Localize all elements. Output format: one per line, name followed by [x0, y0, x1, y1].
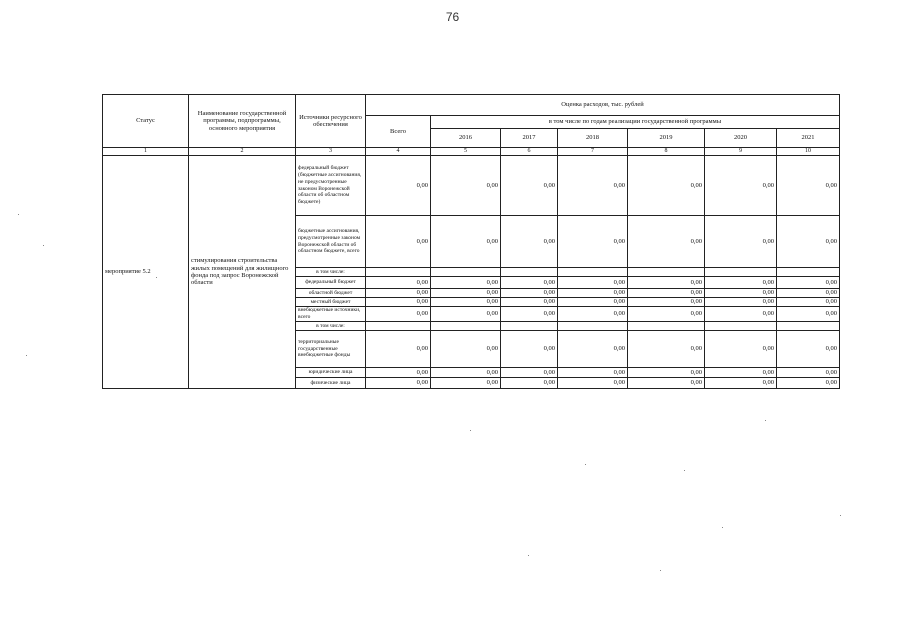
- column-number: 10: [777, 148, 840, 156]
- value-cell: 0,00: [705, 298, 777, 307]
- value-cell: 0,00: [431, 156, 501, 216]
- value-cell: 0,00: [431, 307, 501, 322]
- value-cell: 0,00: [777, 368, 840, 378]
- value-cell: 0,00: [705, 289, 777, 298]
- scan-speck: [684, 470, 685, 471]
- column-number: 7: [558, 148, 628, 156]
- scan-speck: [43, 245, 44, 246]
- header-year: 2020: [705, 129, 777, 148]
- value-cell: [431, 268, 501, 277]
- column-number: 5: [431, 148, 501, 156]
- value-cell: [501, 268, 558, 277]
- header-sources: Источники ресурсного обеспечения: [296, 95, 366, 148]
- value-total: 0,00: [366, 298, 431, 307]
- scan-speck: [722, 527, 723, 528]
- value-cell: 0,00: [558, 156, 628, 216]
- value-cell: 0,00: [501, 216, 558, 268]
- header-estimate: Оценка расходов, тыс. рублей: [366, 95, 840, 116]
- value-cell: 0,00: [431, 216, 501, 268]
- header-year: 2019: [628, 129, 705, 148]
- value-total: 0,00: [366, 156, 431, 216]
- value-cell: 0,00: [628, 277, 705, 289]
- header-status: Статус: [103, 95, 189, 148]
- source-cell: федеральный бюджет: [296, 277, 366, 289]
- value-cell: 0,00: [705, 378, 777, 389]
- value-cell: 0,00: [431, 378, 501, 389]
- value-cell: 0,00: [558, 289, 628, 298]
- value-cell: 0,00: [501, 277, 558, 289]
- value-cell: [705, 322, 777, 331]
- source-cell: в том числе:: [296, 268, 366, 277]
- source-cell: физические лица: [296, 378, 366, 389]
- value-cell: 0,00: [558, 277, 628, 289]
- header-year: 2017: [501, 129, 558, 148]
- value-cell: 0,00: [431, 331, 501, 368]
- value-cell: 0,00: [558, 331, 628, 368]
- value-cell: 0,00: [628, 331, 705, 368]
- value-cell: 0,00: [628, 307, 705, 322]
- value-cell: 0,00: [628, 298, 705, 307]
- row-name: стимулирования строительства жилых помещений для жилищного фонда под запрос Воронежской области: [189, 156, 296, 389]
- value-cell: 0,00: [431, 298, 501, 307]
- scan-speck: [585, 464, 586, 465]
- header-by-years: в том числе по годам реализации государственной программы: [431, 116, 840, 129]
- value-cell: 0,00: [558, 368, 628, 378]
- value-cell: 0,00: [501, 378, 558, 389]
- source-cell: внебюджетные источники, всего: [296, 307, 366, 322]
- value-cell: [431, 322, 501, 331]
- value-cell: 0,00: [777, 378, 840, 389]
- table-row: [103, 156, 840, 216]
- scan-speck: [470, 430, 471, 431]
- value-total: 0,00: [366, 331, 431, 368]
- value-cell: 0,00: [501, 331, 558, 368]
- value-cell: 0,00: [705, 307, 777, 322]
- value-cell: 0,00: [628, 156, 705, 216]
- value-cell: 0,00: [558, 298, 628, 307]
- value-cell: 0,00: [777, 289, 840, 298]
- source-cell: территориальные государственные внебюджетные фонды: [296, 331, 366, 368]
- column-number: 6: [501, 148, 558, 156]
- value-cell: 0,00: [628, 368, 705, 378]
- header-total: Всего: [366, 116, 431, 148]
- value-cell: [501, 322, 558, 331]
- value-cell: 0,00: [705, 368, 777, 378]
- value-cell: 0,00: [705, 331, 777, 368]
- header-year: 2016: [431, 129, 501, 148]
- value-cell: 0,00: [558, 307, 628, 322]
- value-cell: 0,00: [777, 331, 840, 368]
- value-cell: 0,00: [501, 298, 558, 307]
- scan-speck: [660, 570, 661, 571]
- source-cell: областной бюджет: [296, 289, 366, 298]
- value-cell: 0,00: [705, 277, 777, 289]
- page-number: 76: [445, 10, 460, 24]
- value-cell: 0,00: [501, 289, 558, 298]
- value-cell: 0,00: [431, 289, 501, 298]
- header-name: Наименование государственной программы, подпрограммы, основного мероприятия: [189, 95, 296, 148]
- column-number-row: [103, 148, 840, 156]
- column-number: 1: [103, 148, 189, 156]
- column-number: 2: [189, 148, 296, 156]
- source-cell: местный бюджет: [296, 298, 366, 307]
- value-cell: 0,00: [777, 277, 840, 289]
- value-cell: 0,00: [628, 216, 705, 268]
- value-cell: 0,00: [431, 277, 501, 289]
- scan-speck: [26, 355, 27, 356]
- value-cell: 0,00: [628, 289, 705, 298]
- value-total: [366, 322, 431, 331]
- value-cell: 0,00: [628, 378, 705, 389]
- value-total: 0,00: [366, 277, 431, 289]
- value-cell: [777, 322, 840, 331]
- column-number: 4: [366, 148, 431, 156]
- value-cell: [558, 268, 628, 277]
- column-number: 3: [296, 148, 366, 156]
- scan-speck: [840, 515, 841, 516]
- source-cell: бюджетные ассигнования, предусмотренные законом Воронежской области об областном бюджете, всего: [296, 216, 366, 268]
- column-number: 8: [628, 148, 705, 156]
- scan-speck: [765, 420, 766, 421]
- value-cell: 0,00: [777, 298, 840, 307]
- scan-speck: [528, 555, 529, 556]
- value-total: 0,00: [366, 289, 431, 298]
- value-cell: 0,00: [558, 216, 628, 268]
- value-total: 0,00: [366, 307, 431, 322]
- budget-table: [102, 94, 840, 389]
- source-cell: федеральный бюджет (бюджетные ассигнования, не предусмотренные законом Воронежской области об областном бюджете): [296, 156, 366, 216]
- value-cell: 0,00: [431, 368, 501, 378]
- value-total: [366, 268, 431, 277]
- value-cell: 0,00: [501, 307, 558, 322]
- header-row-1: [103, 95, 840, 116]
- header-year: 2018: [558, 129, 628, 148]
- scan-speck: [18, 214, 19, 215]
- value-cell: 0,00: [558, 378, 628, 389]
- value-total: 0,00: [366, 378, 431, 389]
- value-cell: [628, 268, 705, 277]
- value-cell: 0,00: [705, 216, 777, 268]
- value-cell: 0,00: [777, 307, 840, 322]
- scan-speck: [156, 277, 157, 278]
- source-cell: юридические лица: [296, 368, 366, 378]
- value-cell: [705, 268, 777, 277]
- value-cell: 0,00: [501, 156, 558, 216]
- value-cell: 0,00: [777, 216, 840, 268]
- value-total: 0,00: [366, 368, 431, 378]
- value-cell: 0,00: [777, 156, 840, 216]
- value-total: 0,00: [366, 216, 431, 268]
- source-cell: в том числе:: [296, 322, 366, 331]
- value-cell: [777, 268, 840, 277]
- column-number: 9: [705, 148, 777, 156]
- value-cell: [558, 322, 628, 331]
- value-cell: 0,00: [501, 368, 558, 378]
- value-cell: [628, 322, 705, 331]
- row-status: мероприятие 5.2: [103, 156, 189, 389]
- header-year: 2021: [777, 129, 840, 148]
- value-cell: 0,00: [705, 156, 777, 216]
